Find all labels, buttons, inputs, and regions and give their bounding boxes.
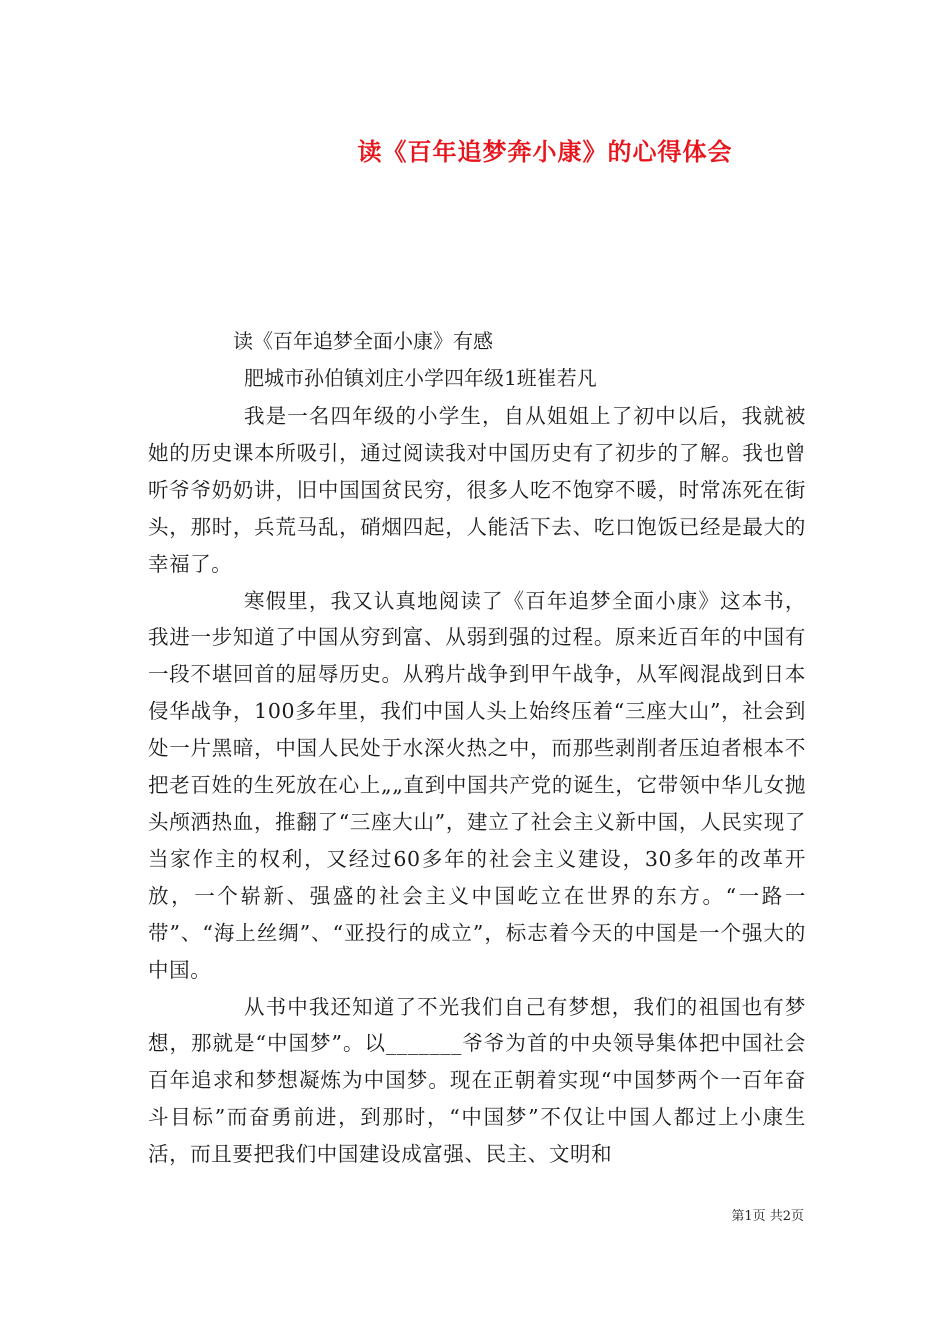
paragraph: 从书中我还知道了不光我们自己有梦想，我们的祖国也有梦想，那就是“中国梦”。以_______爷爷为首的中央领导集体把中国社会百年追求和梦想凝炼为中国梦。现在正朝着实现“中国梦两个一百年奋斗目标”而奋勇前进，到那时，“中国梦”不仅让中国人都过上小康生活，而且要把我们中国建设成富强、民主、文明和: [148, 994, 806, 1167]
paragraph: 我是一名四年级的小学生，自从姐姐上了初中以后，我就被她的历史课本所吸引，通过阅读我对中国历史有了初步的了解。我也曾听爷爷奶奶讲，旧中国国贫民穷，很多人吃不饱穿不暖，时常冻死在街头，那时，兵荒马乱，硝烟四起，人能活下去、吃口饱饭已经是最大的幸福了。: [148, 404, 806, 576]
document-title: 读《百年追梦奔小康》的心得体会: [357, 137, 733, 166]
paragraph: 寒假里，我又认真地阅读了《百年追梦全面小康》这本书，我进一步知道了中国从穷到富、从弱到强的过程。原来近百年的中国有一段不堪回首的屈辱历史。从鸦片战争到甲午战争，从军阀混战到日本侵华战争，100多年里，我们中国人头上始终压着“三座大山”，社会到处一片黑暗，中国人民处于水深火热之中，而那些剥削者压迫者根本不把老百姓的生死放在心上„„直到中国共产党的诞生，它带领中华儿女抛头颅洒热血，推翻了“三座大山”，建立了社会主义新中国，人民实现了当家作主的权利，又经过60多年的社会主义建设，30多年的改革开放，一个崭新、强盛的社会主义中国屹立在世界的东方。“一路一带”、“海上丝绸”、“亚投行的成立”，标志着今天的中国是一个强大的中国。: [148, 588, 806, 982]
document-subtitle: 读《百年追梦全面小康》有感: [233, 329, 493, 353]
body-text: [148, 398, 806, 1173]
author-line: 肥城市孙伯镇刘庄小学四年级1班崔若凡: [244, 366, 597, 390]
page-footer: 第1页 共2页: [731, 1209, 804, 1224]
